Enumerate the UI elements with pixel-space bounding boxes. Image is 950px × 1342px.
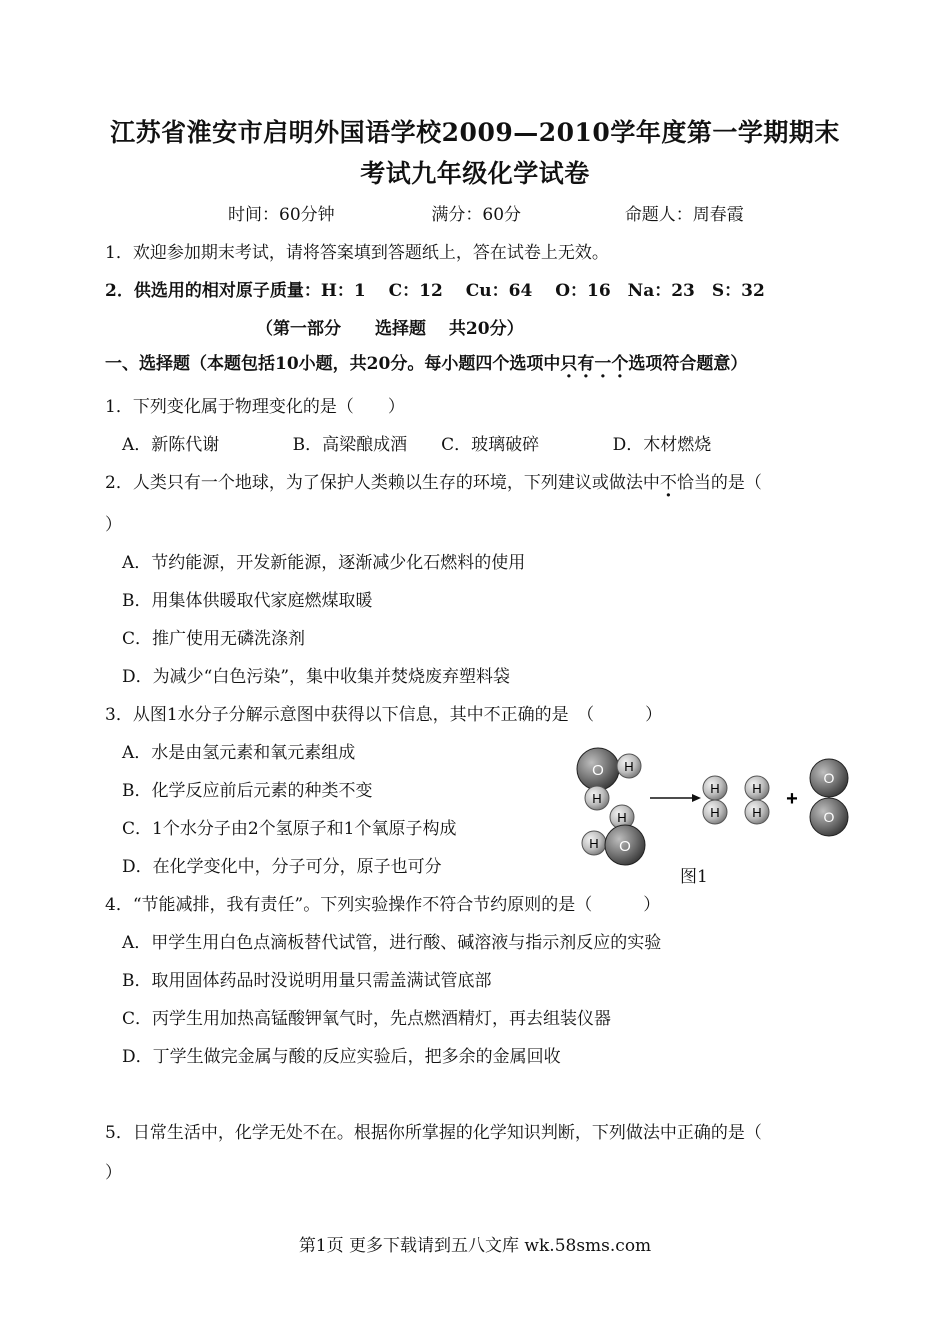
title-line-1: 江苏省淮安市启明外国语学校2009—2010学年度第一学期期末: [110, 118, 840, 147]
reaction-arrow: [650, 794, 701, 802]
question-2-text: 2．人类只有一个地球，为了保护人类赖以生存的环境，下列建议或做法中: [105, 473, 660, 493]
water-molecule-2: [582, 805, 645, 865]
question-2-stem: [105, 468, 762, 493]
question-1-options: A．新陈代谢 B．高梁酿成酒 C．玻璃破碎 D．木材燃烧: [122, 435, 712, 455]
atom-label-h: H: [624, 759, 634, 774]
emphasis-char: 一: [594, 354, 612, 374]
exam-time: 时间：60分钟: [228, 205, 335, 225]
emphasis-char: 不: [659, 473, 677, 493]
question-2-option-b: B．用集体供暖取代家庭燃煤取暖: [122, 591, 373, 611]
question-2-text-after: 恰当的是（: [676, 473, 762, 493]
exam-author: 命题人：周春霞: [624, 205, 744, 225]
note-1: 1．欢迎参加期末考试，请将答案填到答题纸上，答在试卷上无效。: [105, 243, 609, 263]
water-decomposition-figure: [570, 745, 860, 870]
page-footer: 第1页 更多下载请到五八文库 wk.58sms.com: [298, 1236, 652, 1256]
atom-label-h: H: [752, 805, 762, 820]
oxygen-molecule: [810, 759, 848, 836]
emphasis-char: 有: [577, 354, 595, 374]
hydrogen-molecules: [703, 776, 769, 824]
question-4-option-b: B．取用固体药品时没说明用量只需盖满试管底部: [122, 971, 492, 991]
atom-label-h: H: [752, 781, 762, 796]
atom-label-o: O: [823, 809, 835, 825]
question-4-option-d: D．丁学生做完金属与酸的反应实验后，把多余的金属回收: [122, 1047, 561, 1067]
figure-caption: 图1: [680, 867, 708, 887]
section-1-heading: [105, 349, 747, 374]
atom-label-o: O: [823, 770, 835, 786]
question-3-option-a: A．水是由氢元素和氧元素组成: [122, 743, 356, 763]
question-2-option-c: C．推广使用无磷洗涤剂: [122, 629, 306, 649]
question-3-option-d: D．在化学变化中，分子可分，原子也可分: [122, 857, 442, 877]
emphasis-char: 个: [611, 354, 629, 374]
question-5-stem: 5．日常生活中，化学无处不在。根据你所掌握的化学知识判断，下列做法中正确的是（: [105, 1123, 762, 1143]
note-2: 2．供选用的相对原子质量：H：1 C：12 Cu：64 O：16 Na：23 S：32: [105, 281, 765, 301]
question-2-option-a: A．节约能源，开发新能源，逐渐减少化石燃料的使用: [122, 553, 526, 573]
atom-label-h: H: [710, 805, 720, 820]
exam-meta: [228, 200, 744, 225]
title-line-2: 考试九年级化学试卷: [360, 159, 590, 188]
question-3-stem: 3．从图1水分子分解示意图中获得以下信息，其中不正确的是 （ ）: [105, 705, 663, 725]
question-4-option-a: A．甲学生用白色点滴板替代试管，进行酸、碱溶液与指示剂反应的实验: [122, 933, 662, 953]
emphasis-char: 只: [560, 354, 578, 374]
water-molecule-1: [577, 748, 641, 810]
section-1-text-before: 一、选择题（本题包括10小题，共20分。每小题四个选项中: [105, 354, 561, 374]
atom-label-h: H: [592, 791, 602, 806]
question-1-stem: 1．下列变化属于物理变化的是（ ）: [105, 397, 405, 417]
atom-label-h: H: [617, 810, 627, 825]
question-3-option-b: B．化学反应前后元素的种类不变: [122, 781, 373, 801]
question-2-option-d: D．为减少“白色污染”，集中收集并焚烧废弃塑料袋: [122, 667, 511, 687]
atom-label-h: H: [710, 781, 720, 796]
atom-label-o: O: [592, 762, 604, 779]
exam-score: 满分：60分: [431, 205, 522, 225]
plus-sign: +: [786, 788, 798, 810]
question-4-stem: 4．“节能减排，我有责任”。下列实验操作不符合节约原则的是（ ）: [105, 895, 661, 915]
question-2-wrap: ）: [105, 515, 122, 535]
atom-label-h: H: [589, 836, 599, 851]
part-1-heading: （第一部分 选择题 共20分）: [256, 319, 524, 339]
section-1-text-after: 选项符合题意）: [628, 354, 748, 374]
question-3-option-c: C．1个水分子由2个氢原子和1个氧原子构成: [122, 819, 457, 839]
atom-label-o: O: [619, 838, 631, 855]
question-4-option-c: C．丙学生用加热高锰酸钾氧气时，先点燃酒精灯，再去组装仪器: [122, 1009, 612, 1029]
question-5-wrap: ）: [105, 1163, 122, 1183]
